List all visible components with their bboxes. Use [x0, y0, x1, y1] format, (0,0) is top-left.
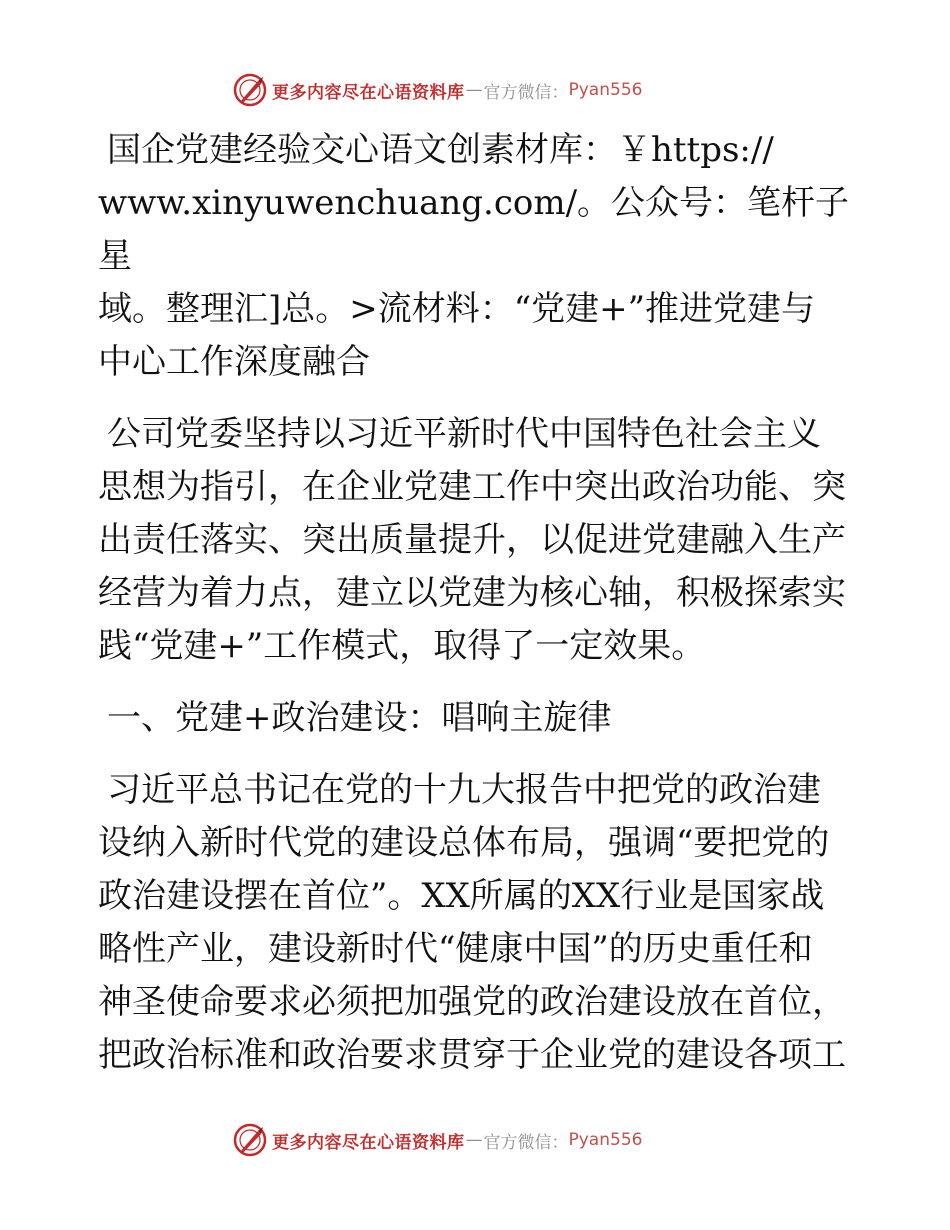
promo-text: 更多内容尽在心语资料库 — [272, 1132, 465, 1153]
section-heading: 一、党建+政治建设：唱响主旋律 — [107, 698, 612, 738]
wechat-id: Pyan556 — [568, 80, 643, 100]
intro-paragraph: 公司党委坚持以习近平新时代中国特色社会主义 思想为指引，在企业党建工作中突出政治功能、突 出责任落实、突出质量提升，以促进党建融入生产 经营为着力点，建立以党建为核心轴，积极探索实 践“党建+”工作模式，取得了一定效果。 — [98, 414, 846, 666]
promo-text: 更多内容尽在心语资料库 — [272, 82, 465, 103]
body-paragraph: 习近平总书记在党的十九大报告中把党的政治建 设纳入新时代党的建设总体布局，强调“要把党的 政治建设摆在首位”。XX所属的XX行业是国家战 略性产业，建设新时代“健康中国”的历史重任和 神圣使命要求必须把加强党的政治建设放在首位， 把政治标准和政治要求贯穿于企业党的建设各项工 — [98, 770, 846, 1075]
quill-logo-icon — [232, 1122, 268, 1158]
wechat-id: Pyan556 — [568, 1130, 643, 1150]
banner-separator: — — [465, 80, 483, 100]
contact-label: 官方微信： — [483, 1132, 569, 1153]
document-body — [98, 124, 858, 1101]
header-banner — [232, 70, 642, 110]
contact-label: 官方微信： — [483, 82, 569, 103]
banner-separator: — — [465, 1130, 483, 1150]
title-paragraph: 国企党建经验交心语文创素材库：￥https:// www.xinyuwenchuang.com/。公众号：笔杆子星 域。整理汇]总。>流材料：“党建+”推进党建与 中心工作深度融合 — [98, 130, 850, 382]
quill-logo-icon — [232, 72, 268, 108]
footer-banner — [232, 1120, 642, 1160]
